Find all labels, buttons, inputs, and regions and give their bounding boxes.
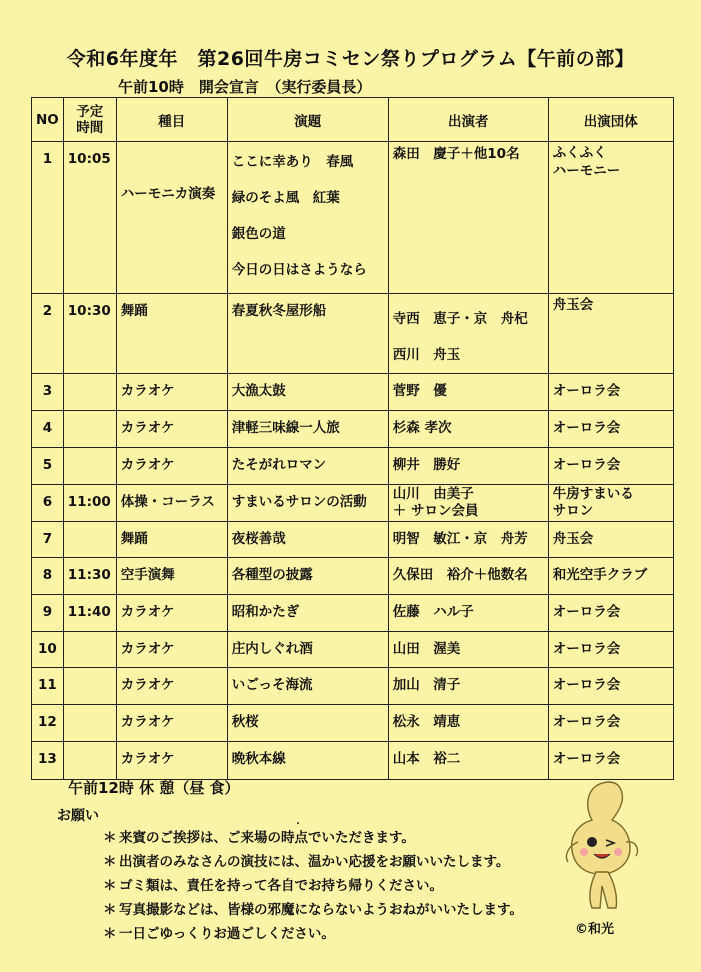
asterisk-bullet: ＊ xyxy=(103,878,117,894)
cell-no: 6 xyxy=(32,485,64,522)
notice-list xyxy=(103,826,523,946)
decorative-dot: ・ xyxy=(293,819,303,830)
cell-category: 舞踊 xyxy=(116,294,227,374)
cell-title: 昭和かたぎ xyxy=(227,595,388,632)
col-header-time: 予定 時間 xyxy=(63,98,116,142)
cell-no: 3 xyxy=(32,374,64,411)
cell-title: すまいるサロンの活動 xyxy=(227,485,388,522)
col-header-title: 演題 xyxy=(227,98,388,142)
cell-group: オーロラ会 xyxy=(548,374,673,411)
notice-label: お願い xyxy=(57,808,99,824)
col-header-group: 出演団体 xyxy=(548,98,673,142)
cell-time: 11:30 xyxy=(63,558,116,595)
cell-group: オーロラ会 xyxy=(548,448,673,485)
cell-title: ここに幸あり 春風 緑のそよ風 紅葉 銀色の道 今日の日はさようなら xyxy=(227,142,388,294)
cell-category: カラオケ xyxy=(116,705,227,742)
cell-group: オーロラ会 xyxy=(548,595,673,632)
asterisk-bullet: ＊ xyxy=(103,926,117,942)
cell-no: 11 xyxy=(32,668,64,705)
cell-title: 各種型の披露 xyxy=(227,558,388,595)
cell-no: 7 xyxy=(32,522,64,558)
cell-time xyxy=(63,705,116,742)
cell-time xyxy=(63,411,116,448)
asterisk-bullet: ＊ xyxy=(103,854,117,870)
cell-category: カラオケ xyxy=(116,632,227,668)
cell-category: カラオケ xyxy=(116,742,227,780)
notice-item xyxy=(103,922,523,946)
program-table xyxy=(31,97,674,780)
cell-time: 10:05 xyxy=(63,142,116,294)
cell-time: 10:30 xyxy=(63,294,116,374)
cell-group: 牛房すまいる サロン xyxy=(548,485,673,522)
cell-no: 10 xyxy=(32,632,64,668)
cell-performers: 山田 渥美 xyxy=(388,632,548,668)
table-row xyxy=(32,522,674,558)
notice-item xyxy=(103,874,523,898)
table-row xyxy=(32,595,674,632)
cell-category: カラオケ xyxy=(116,448,227,485)
cell-category: カラオケ xyxy=(116,374,227,411)
table-row xyxy=(32,485,674,522)
table-row xyxy=(32,142,674,294)
cell-title: たそがれロマン xyxy=(227,448,388,485)
table-row xyxy=(32,448,674,485)
cell-group: 和光空手クラブ xyxy=(548,558,673,595)
cell-performers: 柳井 勝好 xyxy=(388,448,548,485)
program-rows xyxy=(32,142,674,780)
cell-group: オーロラ会 xyxy=(548,668,673,705)
cell-group: ふくふく ハーモニー xyxy=(548,142,673,294)
cell-no: 12 xyxy=(32,705,64,742)
cell-no: 2 xyxy=(32,294,64,374)
cell-title: 春夏秋冬屋形船 xyxy=(227,294,388,374)
notice-text: 一日ごゆっくりお過ごしください。 xyxy=(119,926,335,942)
cell-no: 13 xyxy=(32,742,64,780)
table-row xyxy=(32,411,674,448)
asterisk-bullet: ＊ xyxy=(103,902,117,918)
cell-title: 庄内しぐれ酒 xyxy=(227,632,388,668)
cell-performers: 杉森 孝次 xyxy=(388,411,548,448)
cell-time xyxy=(63,522,116,558)
cell-performers: 加山 清子 xyxy=(388,668,548,705)
cell-title: 秋桜 xyxy=(227,705,388,742)
cell-time xyxy=(63,448,116,485)
cell-category: ハーモニカ演奏 xyxy=(116,142,227,294)
cell-category: カラオケ xyxy=(116,668,227,705)
cell-group: オーロラ会 xyxy=(548,742,673,780)
copyright: ©和光 xyxy=(575,922,615,937)
cell-category: 体操・コーラス xyxy=(116,485,227,522)
cell-performers: 佐藤 ハル子 xyxy=(388,595,548,632)
cell-time xyxy=(63,374,116,411)
notice-text: 来賓のご挨拶は、ご来場の時点でいただきます。 xyxy=(119,830,415,846)
cell-performers: 久保田 裕介＋他数名 xyxy=(388,558,548,595)
col-header-performers: 出演者 xyxy=(388,98,548,142)
cell-time: 11:00 xyxy=(63,485,116,522)
cell-performers: 松永 靖恵 xyxy=(388,705,548,742)
notice-item xyxy=(103,850,523,874)
opening-declaration: 午前10時 開会宣言 （実行委員長） xyxy=(118,78,372,96)
table-row xyxy=(32,705,674,742)
cell-title: いごっそ海流 xyxy=(227,668,388,705)
notice-item xyxy=(103,898,523,922)
cell-title: 晩秋本線 xyxy=(227,742,388,780)
cell-group: オーロラ会 xyxy=(548,632,673,668)
cell-no: 1 xyxy=(32,142,64,294)
table-row xyxy=(32,668,674,705)
col-header-no: NO xyxy=(32,98,64,142)
asterisk-bullet: ＊ xyxy=(103,830,117,846)
cell-group: オーロラ会 xyxy=(548,705,673,742)
cell-group: オーロラ会 xyxy=(548,411,673,448)
cell-group: 舟玉会 xyxy=(548,294,673,374)
cell-performers: 明智 敏江・京 舟芳 xyxy=(388,522,548,558)
cell-time: 11:40 xyxy=(63,595,116,632)
cell-category: 空手演舞 xyxy=(116,558,227,595)
cell-performers: 寺西 恵子・京 舟杞 西川 舟玉 xyxy=(388,294,548,374)
cell-no: 4 xyxy=(32,411,64,448)
lunch-break: 午前12時 休 憩（昼 食） xyxy=(68,779,240,797)
table-row xyxy=(32,632,674,668)
table-row xyxy=(32,558,674,595)
table-header-row xyxy=(32,98,674,142)
cell-title: 大漁太鼓 xyxy=(227,374,388,411)
cell-time xyxy=(63,668,116,705)
notice-item xyxy=(103,826,523,850)
cell-performers: 山本 裕二 xyxy=(388,742,548,780)
table-row xyxy=(32,294,674,374)
page-title: 令和6年度年 第26回牛房コミセン祭りプログラム【午前の部】 xyxy=(66,48,635,70)
cell-time xyxy=(63,632,116,668)
cell-title: 夜桜善哉 xyxy=(227,522,388,558)
notice-text: 出演者のみなさんの演技には、温かい応援をお願いいたします。 xyxy=(119,854,510,870)
cell-category: 舞踊 xyxy=(116,522,227,558)
notice-text: 写真撮影などは、皆様の邪魔にならないようおねがいいたします。 xyxy=(119,902,523,918)
cell-title: 津軽三味線一人旅 xyxy=(227,411,388,448)
cell-category: カラオケ xyxy=(116,411,227,448)
cell-no: 8 xyxy=(32,558,64,595)
cell-group: 舟玉会 xyxy=(548,522,673,558)
cell-time xyxy=(63,742,116,780)
table-row xyxy=(32,374,674,411)
cell-performers: 山川 由美子 ＋ サロン会員 xyxy=(388,485,548,522)
table-row xyxy=(32,742,674,780)
col-header-category: 種目 xyxy=(116,98,227,142)
cell-no: 5 xyxy=(32,448,64,485)
notice-text: ゴミ類は、責任を持って各自でお持ち帰りください。 xyxy=(119,878,443,894)
cell-performers: 森田 慶子＋他10名 xyxy=(388,142,548,294)
mascot-illustration xyxy=(556,776,646,916)
cell-performers: 菅野 優 xyxy=(388,374,548,411)
cell-no: 9 xyxy=(32,595,64,632)
cell-category: カラオケ xyxy=(116,595,227,632)
